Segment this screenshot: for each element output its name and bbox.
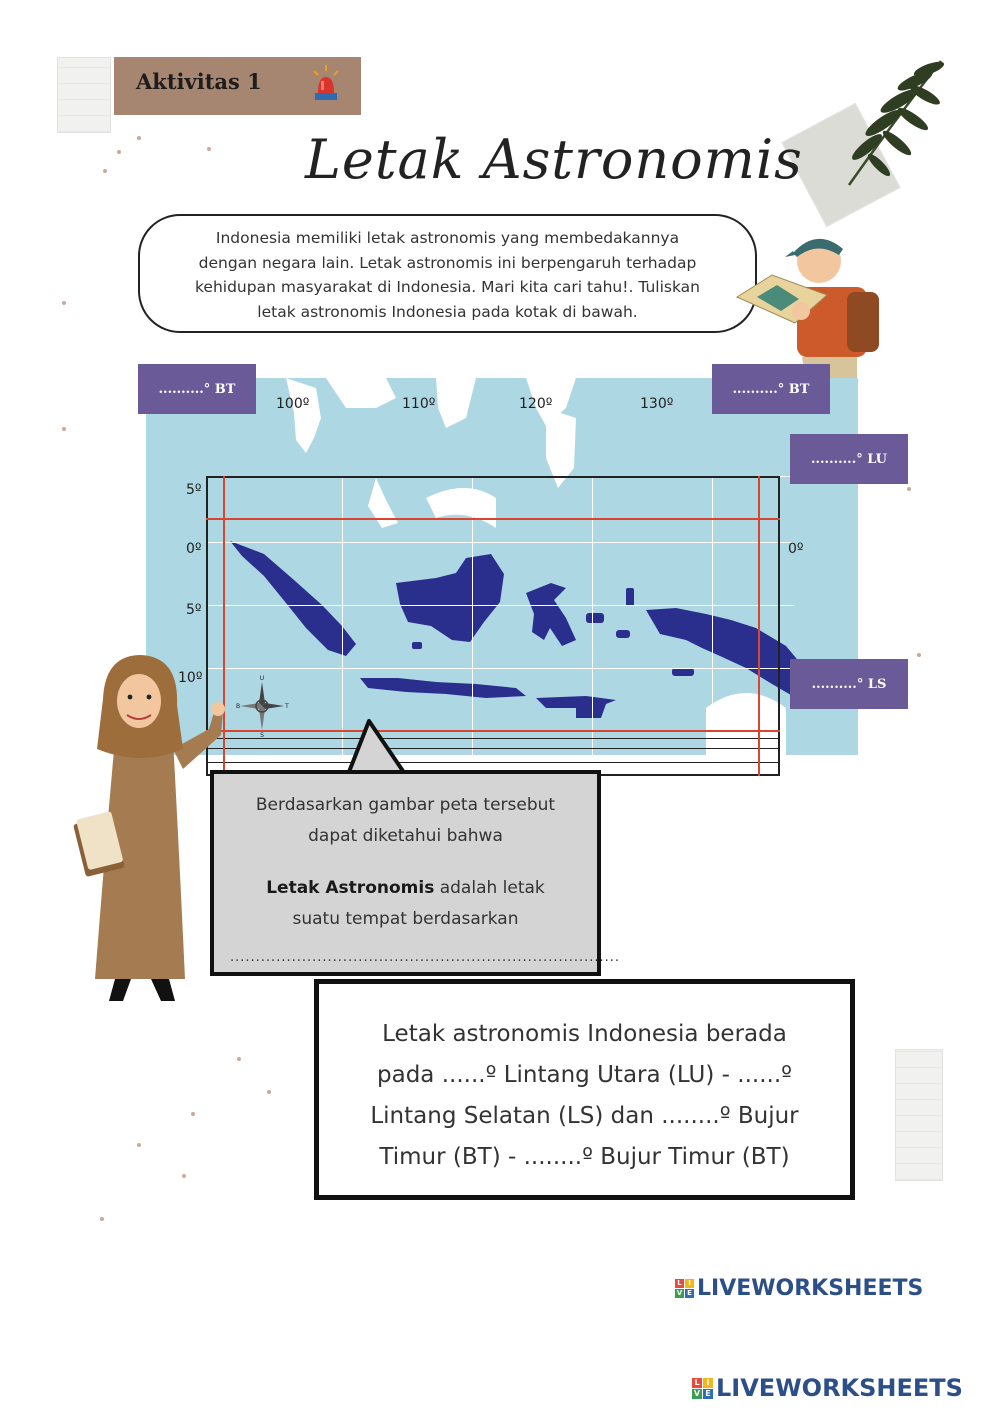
speech-paragraph-1 [224, 790, 587, 852]
speech-line-rest: adalah letak [434, 878, 545, 898]
brand-mark-icon: L I V E [675, 1279, 694, 1298]
brand-name: LIVEWORKSHEETS [716, 1374, 963, 1402]
answer-blank-line[interactable]: ............................................................................ [230, 950, 621, 965]
latitude-label: 5º [186, 482, 202, 498]
decor-speck [103, 169, 107, 173]
decor-speck [917, 653, 921, 657]
longitude-label: 120º [519, 396, 553, 412]
activity-tag [114, 57, 361, 115]
decor-speck [191, 1112, 195, 1116]
decor-speck [117, 150, 121, 154]
indonesia-map [146, 378, 858, 755]
blank-bt-right[interactable]: ..........° BT [712, 364, 830, 414]
bold-term: Letak Astronomis [266, 878, 435, 898]
worksheet-page [57, 57, 943, 1301]
latitude-label: 0º [186, 541, 202, 557]
decor-speck [137, 1143, 141, 1147]
indonesia-land [230, 541, 814, 718]
answer-text [331, 1014, 838, 1178]
intro-text [146, 226, 749, 324]
speech-line: dapat diketahui bahwa [308, 826, 503, 846]
decor-speck [207, 147, 211, 151]
activity-label: Aktivitas 1 [136, 69, 262, 94]
intro-line: dengan negara lain. Letak astronomis ini berpengaruh terhadap [198, 253, 697, 272]
decor-speck [137, 136, 141, 140]
brand-name: LIVEWORKSHEETS [697, 1276, 924, 1301]
explorer-boy-illustration [727, 227, 887, 367]
decor-speck [100, 1217, 104, 1221]
siren-icon [312, 65, 340, 103]
speech-line: Berdasarkan gambar peta tersebut [255, 795, 556, 815]
decor-speck [62, 301, 66, 305]
intro-line: Indonesia memiliki letak astronomis yang membedakannya [215, 229, 680, 247]
neighbor-land [286, 378, 786, 755]
answer-line: pada ......º Lintang Utara (LU) - ......º [377, 1062, 792, 1088]
liveworksheets-logo[interactable] [692, 1374, 963, 1402]
latitude-label: 10º [178, 670, 203, 686]
liveworksheets-logo-inner [675, 1276, 923, 1301]
intro-line: kehidupan masyarakat di Indonesia. Mari kita cari tahu!. Tuliskan [195, 278, 700, 296]
longitude-label: 100º [276, 396, 310, 412]
equator-label: 0º [788, 541, 804, 557]
blank-lu[interactable]: ..........° LU [790, 434, 908, 484]
speech-bubble-tail [343, 717, 423, 777]
fern-leaf-icon [837, 57, 943, 207]
answer-line: Timur (BT) - ........º Bujur Timur (BT) [379, 1144, 790, 1170]
decor-speck [182, 1174, 186, 1178]
compass-north-label: U [259, 675, 265, 682]
decor-speck [267, 1090, 271, 1094]
compass-west-label: B [235, 703, 241, 710]
longitude-label: 110º [402, 396, 436, 412]
decor-speck [237, 1057, 241, 1061]
decor-speck [907, 487, 911, 491]
intro-line: letak astronomis Indonesia pada kotak di bawah. [257, 302, 638, 321]
answer-box [314, 979, 855, 1200]
compass-south-label: S [260, 732, 264, 739]
speech-paragraph-2 [224, 873, 587, 935]
brand-mark-icon: L I V E [692, 1378, 713, 1399]
answer-line: Lintang Selatan (LS) dan ........º Bujur [370, 1103, 799, 1129]
page-title: Letak Astronomis [305, 128, 803, 191]
latitude-label: 5º [186, 602, 202, 618]
definition-line [224, 873, 587, 904]
intro-box [138, 214, 757, 333]
decor-paper-note [57, 57, 111, 133]
compass-rose-icon [236, 672, 288, 738]
speech-line: suatu tempat berdasarkan [292, 909, 519, 929]
teacher-illustration [75, 649, 231, 1011]
decor-speck [62, 427, 66, 431]
answer-line: Letak astronomis Indonesia berada [382, 1021, 787, 1047]
blank-bt-left[interactable]: ..........° BT [138, 364, 256, 414]
speech-bubble [210, 770, 621, 976]
longitude-label: 130º [640, 396, 674, 412]
compass-east-label: T [285, 703, 289, 710]
decor-paper-note [895, 1049, 943, 1181]
blank-ls[interactable]: ..........° LS [790, 659, 908, 709]
